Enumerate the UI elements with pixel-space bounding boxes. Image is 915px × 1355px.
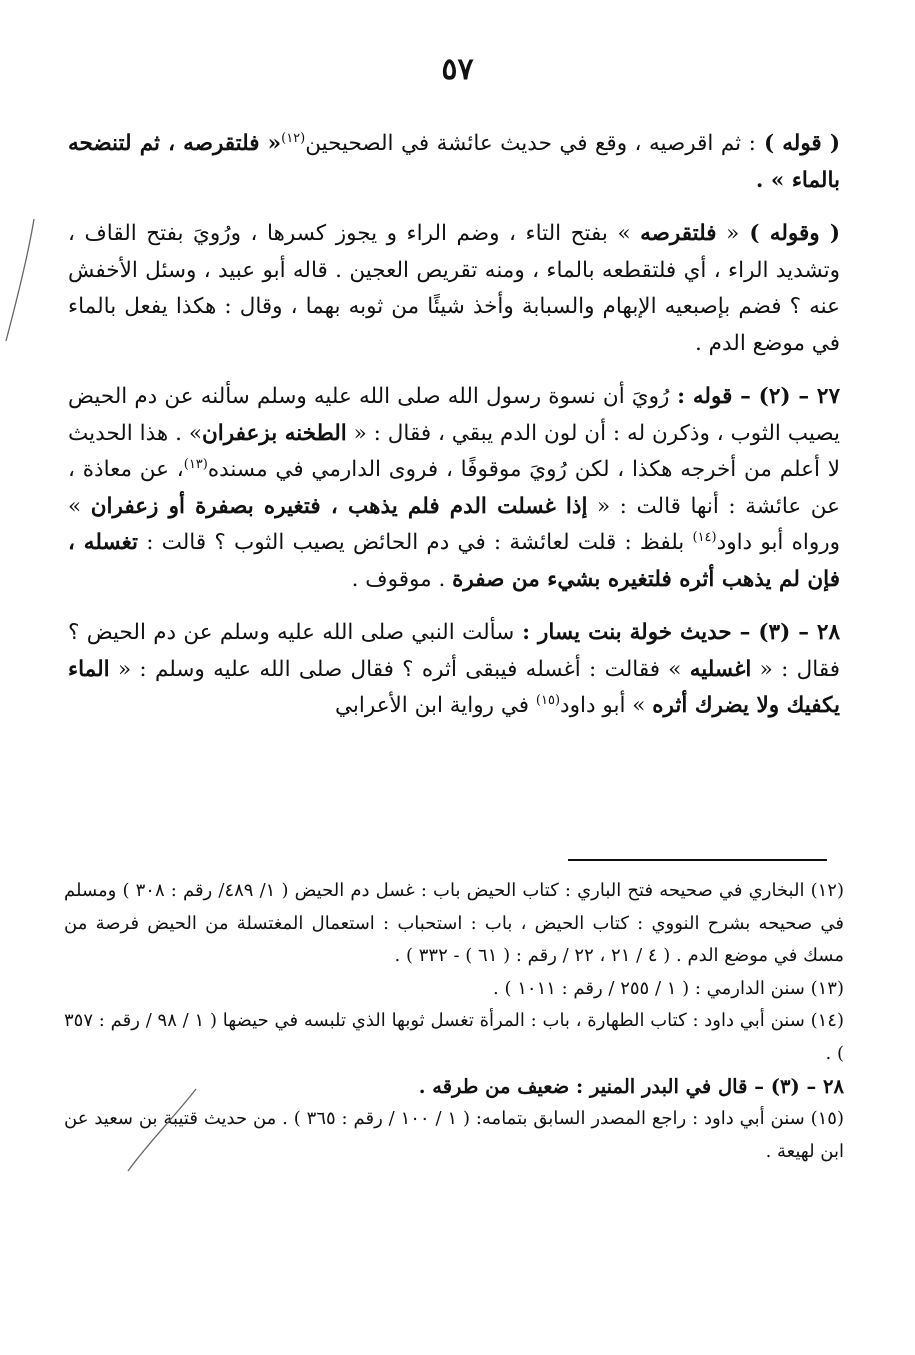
text-segment: » فقالت : أغسله فيبقى أثره ؟ فقال صلى الله عليه وسلم : « <box>109 656 690 682</box>
text-segment: » ورواه أبو داود <box>68 493 840 555</box>
main-text <box>68 126 840 733</box>
text-segment: : ثم اقرصيه ، وقع في حديث عائشة في الصحيحين <box>305 131 756 156</box>
footnote-ref: (١٣) <box>183 457 208 472</box>
handwritten-gloss-note: ٢٨ – (٣) – قال في البدر المنير : ضعيف من طرقه . <box>418 1074 844 1098</box>
paragraph-falataqrusuhu <box>68 216 840 362</box>
text-segment: في رواية ابن الأعرابي <box>334 693 536 718</box>
text-segment: » بفتح التاء ، وضم الراء و يجوز كسرها ، ورُويَ بفتح القاف ، وتشديد الراء ، أي فلتقطعه بالماء ، ومنه تقريص العجين . قاله أبو عبيد ، وسئل الأخفش عنه ؟ فضم بإصبعيه الإبهام والسبابة وأخذ شيئًا من ثوبه بهما ، وقال : هكذا يفعل بالماء في موضع الدم . <box>68 221 840 356</box>
text-segment: سألت النبي صلى الله عليه وسلم عن دم الحيض ؟ فقال : « <box>68 620 840 682</box>
text-segment: تغسله ، فإن لم يذهب أثره فلتغيره بشيء من صفرة <box>68 530 840 592</box>
text-segment: الماء يكفيك ولا يضرك أثره <box>68 656 840 718</box>
footnote-ref: (١٤) <box>692 530 717 545</box>
footnote-ref: (١٢) <box>281 131 306 146</box>
page-number: ٥٧ <box>441 52 474 87</box>
paragraph-hadith-28 <box>68 615 840 725</box>
pencil-mark-note <box>120 1085 200 1175</box>
text-segment: ( قوله ) <box>755 131 840 156</box>
pencil-mark-margin <box>0 215 40 345</box>
text-segment: بلفظ : قلت لعائشة : في دم الحائض يصيب الثوب ؟ قالت : <box>137 530 693 555</box>
footnote-ref: (١٥) <box>535 693 561 708</box>
footnote-13: (١٣) سنن الدارمي : ( ١ / ٢٥٥ / رقم : ١٠١١ ) . <box>493 977 844 999</box>
text-segment: ( وقوله ) <box>739 221 840 246</box>
text-segment: « <box>716 221 740 246</box>
text-segment: » أبو داود <box>560 693 653 718</box>
footnote-12: (١٢) البخاري في صحيحه فتح الباري : كتاب الحيض باب : غسل دم الحيض ( ١/ ٤٨٩/ رقم : ٣٠٨ ) ومسلم في صحيحه بشرح النووي : كتاب الحيض ، باب : استحباب : استعمال المغتسلة من الحيض فرصة من مسك في موضع الدم . ( ٤ / ٢١ ، ٢٢ / رقم : ( ٦١ ) - ٣٣٢ ) . <box>64 880 844 967</box>
text-segment: . موقوف . <box>351 566 453 592</box>
text-segment: » . هذا الحديث لا أعلم من أخرجه هكذا ، لكن رُويَ موقوفًا ، فروى الدارمي في مسنده <box>68 420 840 482</box>
footnote-14: (١٤) سنن أبي داود : كتاب الطهارة ، باب : المرأة تغسل ثوبها الذي تلبسه في حيضها ( ١ / ٩٨ / رقم : ٣٥٧ ) . <box>64 1010 844 1064</box>
paragraph-hadith-27 <box>68 379 840 598</box>
text-segment: « فلتقرصه ، ثم لتنضحه بالماء » . <box>68 131 840 193</box>
text-segment: فلتقرصه <box>640 221 717 246</box>
text-segment: إذا غسلت الدم فلم يذهب ، فتغيره بصفرة أو زعفران <box>90 493 588 519</box>
text-segment: رُويَ أن نسوة رسول الله صلى الله عليه وسلم سألنه عن دم الحيض يصيب الثوب ، وذكرن له : أن لون الدم يبقي ، فقال : « <box>68 384 840 446</box>
text-segment: ٢٨ – (٣) – حديث خولة بنت يسار : <box>514 620 840 645</box>
text-segment: ، عن معاذة ، عن عائشة : أنها قالت : « <box>68 457 840 519</box>
text-segment: اغسليه <box>689 656 752 682</box>
footnote-15: (١٥) سنن أبي داود : راجع المصدر السابق بتمامه: ( ١ / ١٠٠ / رقم : ٣٦٥ ) . من حديث قتيبة بن سعيد عن ابن لهيعة . <box>64 1108 844 1162</box>
footnote-separator <box>568 859 827 861</box>
text-segment: ٢٧ – (٢) – قوله : <box>669 384 840 409</box>
text-segment: الطخنه بزعفران <box>202 420 347 446</box>
paragraph-qawluhu-iqrusihi <box>68 126 840 199</box>
